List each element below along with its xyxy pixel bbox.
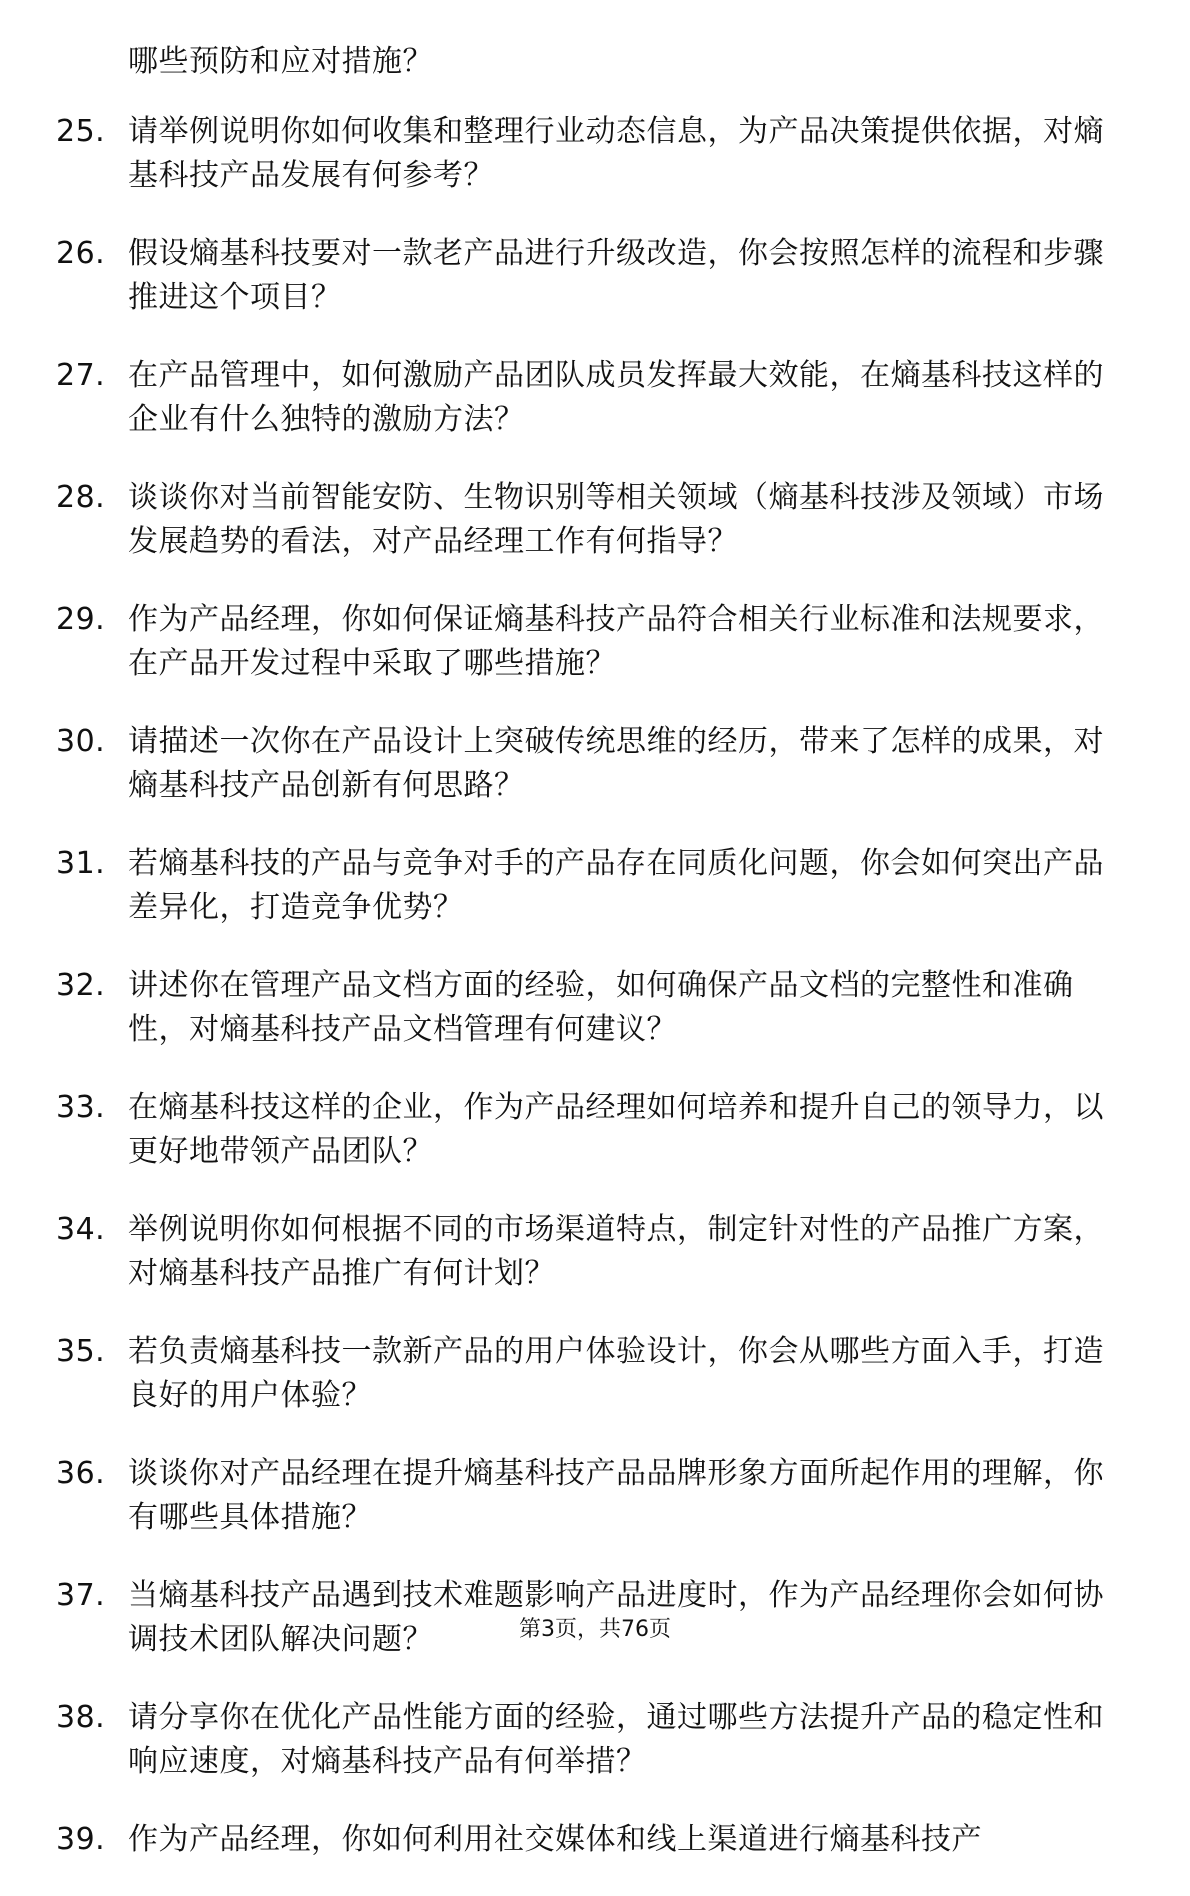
question-item-31 bbox=[56, 842, 1116, 930]
question-number: 27. bbox=[56, 358, 106, 393]
question-text: 若负责熵基科技一款新产品的用户体验设计，你会从哪些方面入手，打造良好的用户体验？ bbox=[128, 1334, 1104, 1413]
question-number: 33. bbox=[56, 1090, 106, 1125]
question-text: 请分享你在优化产品性能方面的经验，通过哪些方法提升产品的稳定性和响应速度，对熵基科技产品有何举措？ bbox=[128, 1700, 1104, 1779]
question-item-34 bbox=[56, 1208, 1116, 1296]
question-text: 假设熵基科技要对一款老产品进行升级改造，你会按照怎样的流程和步骤推进这个项目？ bbox=[128, 236, 1104, 315]
question-number: 28. bbox=[56, 480, 106, 515]
question-continuation bbox=[56, 40, 1116, 84]
question-number: 37. bbox=[56, 1578, 106, 1613]
question-number: 38. bbox=[56, 1700, 106, 1735]
question-number: 25. bbox=[56, 114, 106, 149]
page-footer bbox=[0, 1612, 1190, 1643]
question-text: 作为产品经理，你如何利用社交媒体和线上渠道进行熵基科技产 bbox=[128, 1822, 982, 1857]
question-text: 作为产品经理，你如何保证熵基科技产品符合相关行业标准和法规要求，在产品开发过程中采取了哪些措施？ bbox=[128, 602, 1104, 681]
question-item-28 bbox=[56, 476, 1116, 564]
page-number-label: 第3页，共76页 bbox=[519, 1617, 671, 1642]
question-item-32 bbox=[56, 964, 1116, 1052]
question-number: 32. bbox=[56, 968, 106, 1003]
question-item-36 bbox=[56, 1452, 1116, 1540]
question-text: 若熵基科技的产品与竞争对手的产品存在同质化问题，你会如何突出产品差异化，打造竞争优势？ bbox=[128, 846, 1104, 925]
question-number: 34. bbox=[56, 1212, 106, 1247]
question-item-25 bbox=[56, 110, 1116, 198]
question-text: 举例说明你如何根据不同的市场渠道特点，制定针对性的产品推广方案，对熵基科技产品推广有何计划？ bbox=[128, 1212, 1104, 1291]
question-number: 35. bbox=[56, 1334, 106, 1369]
question-number: 26. bbox=[56, 236, 106, 271]
question-item-33 bbox=[56, 1086, 1116, 1174]
question-number: 30. bbox=[56, 724, 106, 759]
question-text: 在产品管理中，如何激励产品团队成员发挥最大效能，在熵基科技这样的企业有什么独特的激励方法？ bbox=[128, 358, 1104, 437]
question-text: 讲述你在管理产品文档方面的经验，如何确保产品文档的完整性和准确性，对熵基科技产品文档管理有何建议？ bbox=[128, 968, 1074, 1047]
question-text: 请举例说明你如何收集和整理行业动态信息，为产品决策提供依据，对熵基科技产品发展有何参考？ bbox=[128, 114, 1104, 193]
question-number: 39. bbox=[56, 1822, 106, 1857]
question-number: 36. bbox=[56, 1456, 106, 1491]
question-text: 在熵基科技这样的企业，作为产品经理如何培养和提升自己的领导力，以更好地带领产品团队？ bbox=[128, 1090, 1104, 1169]
question-item-26 bbox=[56, 232, 1116, 320]
question-text: 当熵基科技产品遇到技术难题影响产品进度时，作为产品经理你会如何协调技术团队解决问题？ bbox=[128, 1578, 1104, 1657]
question-item-30 bbox=[56, 720, 1116, 808]
question-number: 31. bbox=[56, 846, 106, 881]
question-text: 谈谈你对当前智能安防、生物识别等相关领域（熵基科技涉及领域）市场发展趋势的看法，对产品经理工作有何指导？ bbox=[128, 480, 1104, 559]
question-item-39 bbox=[56, 1818, 1116, 1862]
question-item-27 bbox=[56, 354, 1116, 442]
question-number: 29. bbox=[56, 602, 106, 637]
question-text: 谈谈你对产品经理在提升熵基科技产品品牌形象方面所起作用的理解，你有哪些具体措施？ bbox=[128, 1456, 1104, 1535]
question-text: 哪些预防和应对措施？ bbox=[128, 44, 433, 79]
question-item-35 bbox=[56, 1330, 1116, 1418]
question-item-29 bbox=[56, 598, 1116, 686]
question-text: 请描述一次你在产品设计上突破传统思维的经历，带来了怎样的成果，对熵基科技产品创新有何思路？ bbox=[128, 724, 1104, 803]
question-item-38 bbox=[56, 1696, 1116, 1784]
